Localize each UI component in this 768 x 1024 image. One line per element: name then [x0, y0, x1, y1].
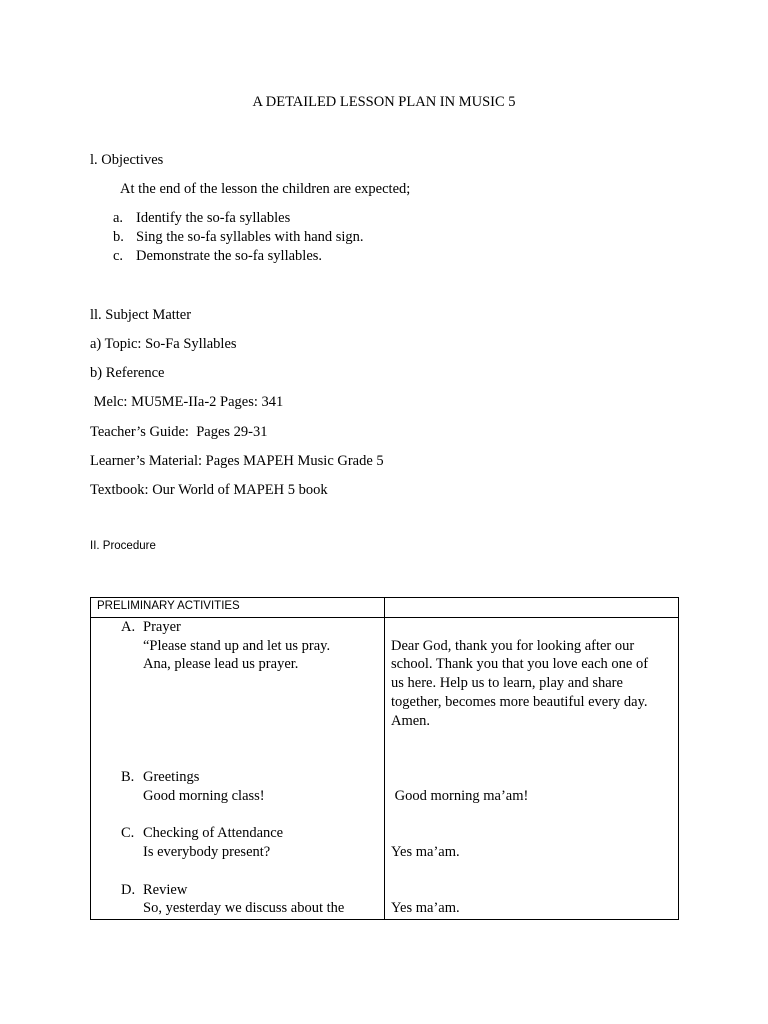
table-header-cell [91, 598, 385, 618]
learners-material-line: Learner’s Material: Pages MAPEH Music Grade 5 [90, 453, 384, 469]
table-header-cell [385, 598, 679, 618]
teacher-line: Is everybody present? [143, 844, 271, 860]
list-marker: b. [113, 229, 124, 245]
step-title: Checking of Attendance [143, 825, 284, 841]
subject-matter-heading: ll. Subject Matter [90, 307, 192, 323]
step-title: Prayer [143, 619, 181, 635]
teachers-guide-line: Teacher’s Guide: Pages 29-31 [90, 424, 268, 440]
student-line: us here. Help us to learn, play and share [391, 675, 623, 691]
preliminary-activities-header: PRELIMINARY ACTIVITIES [97, 600, 240, 612]
step-marker: D. [121, 882, 136, 898]
teacher-line: So, yesterday we discuss about the [143, 900, 345, 916]
objective-item: Identify the so-fa syllables [136, 210, 291, 226]
procedure-table [90, 597, 679, 920]
student-line: Yes ma’am. [391, 844, 460, 860]
reference-line: b) Reference [90, 365, 165, 381]
step-title: Greetings [143, 769, 200, 785]
list-marker: a. [113, 210, 124, 226]
student-line: Yes ma’am. [391, 900, 460, 916]
objectives-intro: At the end of the lesson the children are expected; [120, 181, 411, 197]
document-title: A DETAILED LESSON PLAN IN MUSIC 5 [252, 94, 516, 110]
student-response-cell [385, 618, 679, 920]
table-header-row [91, 598, 679, 618]
teacher-line: “Please stand up and let us pray. [143, 638, 331, 654]
step-title: Review [143, 882, 188, 898]
step-marker: B. [121, 769, 135, 785]
student-line: together, becomes more beautiful every day. [391, 694, 648, 710]
procedure-heading: II. Procedure [90, 540, 156, 552]
melc-line: Melc: MU5ME-IIa-2 Pages: 341 [90, 394, 284, 410]
student-line: school. Thank you that you love each one of [391, 656, 649, 672]
step-marker: C. [121, 825, 135, 841]
teacher-line: Ana, please lead us prayer. [143, 656, 299, 672]
list-marker: c. [113, 248, 124, 264]
student-line: Dear God, thank you for looking after our [391, 638, 635, 654]
teacher-activity-cell [91, 618, 385, 920]
student-line: Amen. [391, 713, 431, 729]
objective-item: Demonstrate the so-fa syllables. [136, 248, 323, 264]
student-line: Good morning ma’am! [391, 788, 529, 804]
teacher-line: Good morning class! [143, 788, 265, 804]
topic-line: a) Topic: So-Fa Syllables [90, 336, 237, 352]
step-marker: A. [121, 619, 136, 635]
textbook-line: Textbook: Our World of MAPEH 5 book [90, 482, 328, 498]
objective-item: Sing the so-fa syllables with hand sign. [136, 229, 364, 245]
objectives-heading: l. Objectives [90, 152, 164, 168]
table-row [91, 618, 679, 920]
